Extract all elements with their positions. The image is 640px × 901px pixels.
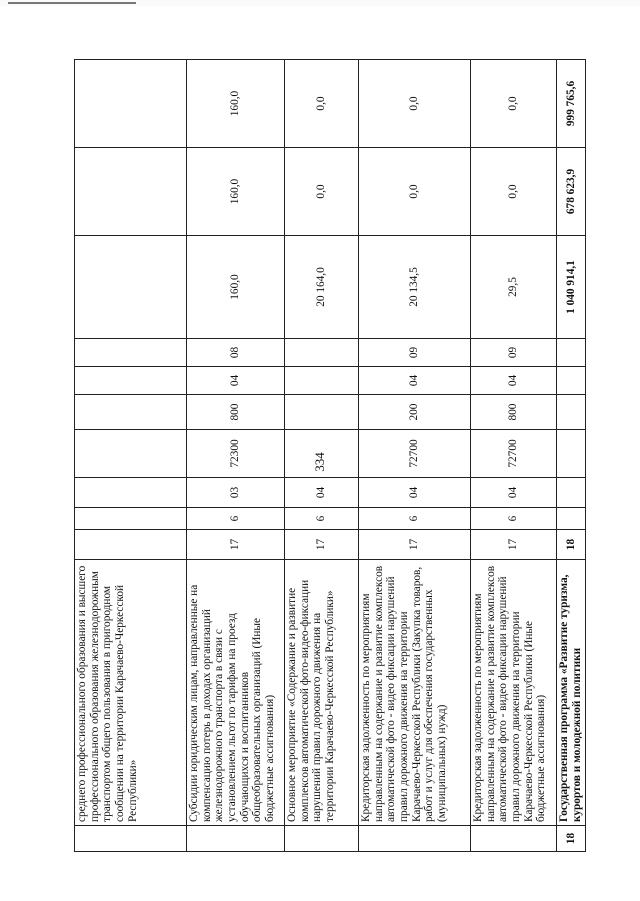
code-section	[285, 367, 359, 395]
code-section	[75, 367, 187, 395]
code-section: 04	[471, 367, 557, 395]
amount-year-3: 0,0	[359, 60, 471, 148]
amount-year-3: 0,0	[471, 60, 557, 148]
code-subsection: 09	[359, 339, 471, 367]
row-name: среднего профессионального образования и высшего профессионального образования железнодорожным транспортом общего пользования в пригородном сообщении на территории Карачаево-Черкесской Республики»	[75, 560, 187, 826]
code-section: 04	[359, 367, 471, 395]
row-number	[75, 826, 187, 852]
code-direction	[557, 430, 586, 478]
row-number	[285, 826, 359, 852]
amount-year-2	[75, 148, 187, 236]
code-gp	[75, 530, 187, 560]
rotated-table-wrapper	[74, 60, 585, 852]
amount-year-1: 1 040 914,1	[557, 236, 586, 339]
code-sub	[557, 508, 586, 530]
scan-mark	[8, 2, 136, 4]
table-row	[285, 60, 359, 852]
amount-year-1: 29,5	[471, 236, 557, 339]
table-row	[75, 60, 187, 852]
code-direction	[75, 430, 187, 478]
table-row	[359, 60, 471, 852]
row-number	[471, 826, 557, 852]
amount-year-2: 0,0	[471, 148, 557, 236]
page-number: 334	[312, 452, 327, 472]
row-number: 18	[557, 826, 586, 852]
amount-year-3: 999 765,6	[557, 60, 586, 148]
amount-year-3: 0,0	[285, 60, 359, 148]
row-name: Кредиторская задолженность по мероприятиям направленным на содержание и развитие комплексов автоматической фото - видео фиксации нарушений правил дорожного движения на территории Карачаево-Черкесской Республики (Закупка товаров, работ и услуг для обеспечения государственных (муниципальных) нужд)	[359, 560, 471, 826]
code-gp: 17	[285, 530, 359, 560]
row-number	[187, 826, 285, 852]
code-event	[557, 478, 586, 508]
code-expense-type	[75, 395, 187, 430]
amount-year-1: 20 134,5	[359, 236, 471, 339]
table-row	[557, 60, 586, 852]
row-name: Субсидии юридическим лицам, направленные на компенсацию потерь в доходах организаций железнодорожного транспорта в связи с установлением льгот по тарифам на проезд обучающихся и воспитанников общеобразовательных организаций (Иные бюджетные ассигнования)	[187, 560, 285, 826]
code-direction: 72700	[471, 430, 557, 478]
code-event: 04	[359, 478, 471, 508]
amount-year-2: 160,0	[187, 148, 285, 236]
code-sub	[75, 508, 187, 530]
amount-year-1	[75, 236, 187, 339]
table-row	[187, 60, 285, 852]
amount-year-2: 0,0	[359, 148, 471, 236]
code-sub: 6	[187, 508, 285, 530]
code-gp: 17	[187, 530, 285, 560]
table-row	[471, 60, 557, 852]
code-event: 04	[471, 478, 557, 508]
code-section	[557, 367, 586, 395]
amount-year-1: 160,0	[187, 236, 285, 339]
code-direction	[285, 430, 359, 478]
code-expense-type: 200	[359, 395, 471, 430]
code-event: 03	[187, 478, 285, 508]
code-sub: 6	[285, 508, 359, 530]
code-subsection	[75, 339, 187, 367]
row-name: Государственная программа «Развитие туризма, курортов и молодежной политики	[557, 560, 586, 826]
amount-year-2: 0,0	[285, 148, 359, 236]
code-expense-type: 800	[471, 395, 557, 430]
code-direction: 72700	[359, 430, 471, 478]
code-subsection: 09	[471, 339, 557, 367]
code-direction: 72300	[187, 430, 285, 478]
code-gp: 17	[359, 530, 471, 560]
amount-year-3	[75, 60, 187, 148]
code-section: 04	[187, 367, 285, 395]
amount-year-2: 678 623,9	[557, 148, 586, 236]
code-subsection: 08	[187, 339, 285, 367]
code-expense-type: 800	[187, 395, 285, 430]
code-event: 04	[285, 478, 359, 508]
code-expense-type	[557, 395, 586, 430]
budget-table	[74, 59, 586, 852]
code-subsection	[285, 339, 359, 367]
code-gp: 18	[557, 530, 586, 560]
code-expense-type	[285, 395, 359, 430]
code-subsection	[557, 339, 586, 367]
amount-year-3: 160,0	[187, 60, 285, 148]
code-sub: 6	[471, 508, 557, 530]
code-event	[75, 478, 187, 508]
row-name: Основное мероприятие «Содержание и развитие комплексов автоматической фото-видео-фиксации нарушений правил дорожного движения на территории Карачаево-Черкесской Республики»	[285, 560, 359, 826]
amount-year-1: 20 164,0	[285, 236, 359, 339]
code-sub: 6	[359, 508, 471, 530]
row-number	[359, 826, 471, 852]
code-gp: 17	[471, 530, 557, 560]
row-name: Кредиторская задолженность по мероприятиям направленным на содержание и развитие комплексов автоматической фото - видео фиксации нарушений правил дорожного движения на территории Карачаево-Черкесской Республики (Иные бюджетные ассигнования)	[471, 560, 557, 826]
